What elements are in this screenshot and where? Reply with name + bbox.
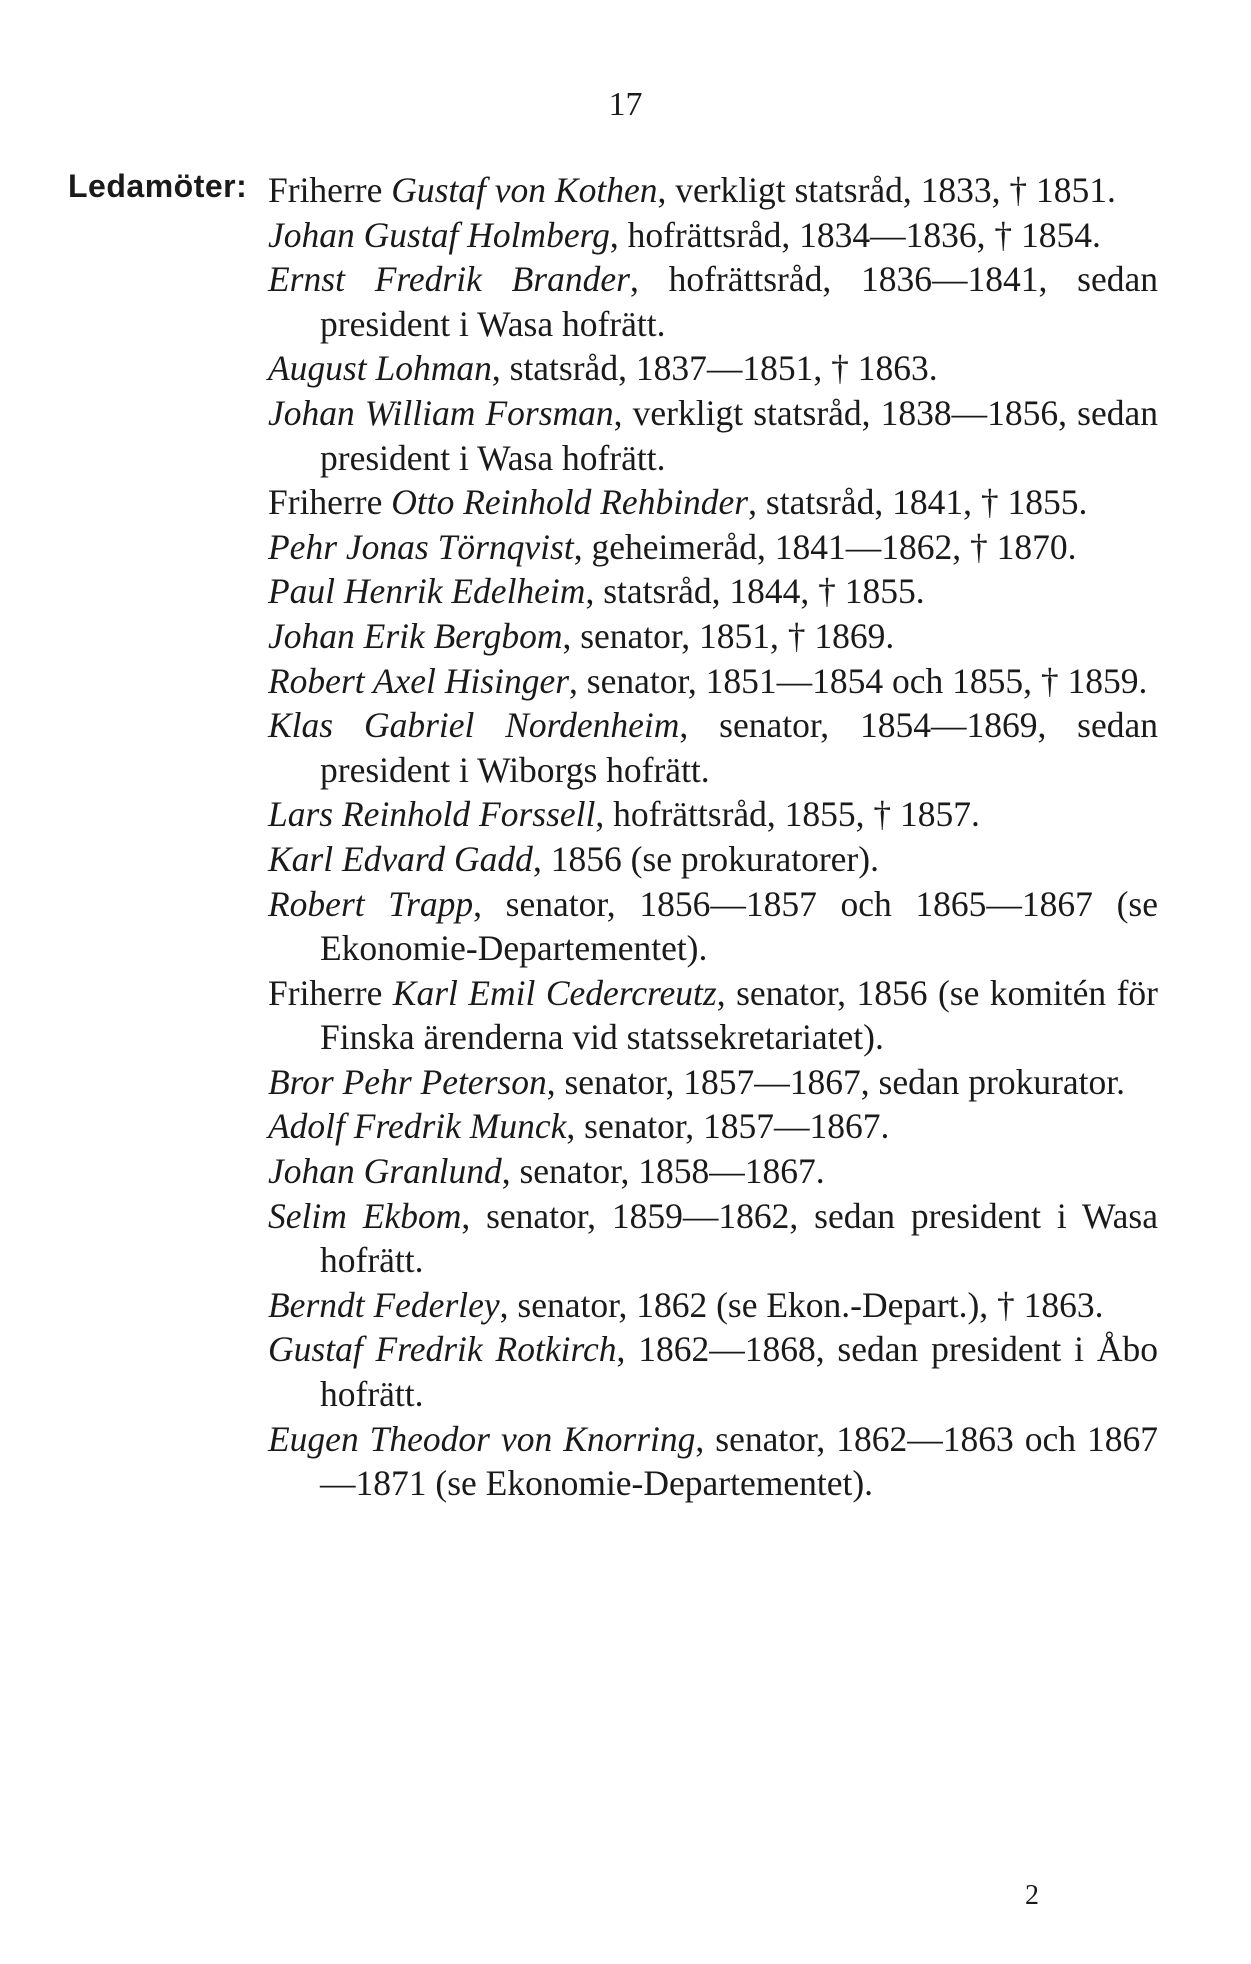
member-name: Johan Erik Bergbom: [268, 615, 563, 656]
list-item: [268, 971, 1158, 1060]
entry-text: , verkligt statsråd, 1838—1856, sedan president i Wasa hofrätt.: [320, 392, 1158, 478]
entry-text: , senator, 1857—1867, sedan prokurator.: [546, 1061, 1125, 1102]
member-name: Karl Edvard Gadd: [268, 838, 533, 879]
member-name: Gustaf Fredrik Rotkirch: [268, 1329, 617, 1370]
member-name: Karl Emil Cedercreutz: [392, 972, 717, 1013]
entry-text: , senator, 1856 (se komitén för Finska ärenderna vid statssekretariatet).: [320, 972, 1158, 1058]
list-item: [268, 1283, 1158, 1328]
list-item: [268, 1149, 1158, 1194]
entry-prefix: Friherre: [268, 170, 392, 210]
entry-text: , verkligt statsråd, 1833, † 1851.: [657, 170, 1116, 210]
member-name: Johan William Forsman: [268, 392, 614, 433]
entry-text: , statsråd, 1837—1851, † 1863.: [491, 348, 938, 389]
entry-text: , senator, 1858—1867.: [501, 1151, 825, 1192]
list-item: [268, 480, 1158, 525]
entry-text: , 1856 (se prokuratorer).: [532, 838, 879, 879]
member-name: Lars Reinhold Forssell: [268, 794, 596, 835]
member-name: Gustaf von Kothen: [391, 170, 658, 210]
member-name: Robert Trapp: [268, 883, 474, 924]
list-item: [268, 882, 1158, 971]
list-item: [268, 703, 1158, 792]
list-item: [268, 1327, 1158, 1416]
signature-mark: 2: [1025, 1880, 1039, 1911]
entry-text: , senator, 1851, † 1869.: [562, 615, 895, 656]
entry-text: , senator, 1851—1854 och 1855, † 1859.: [569, 660, 1148, 701]
member-name: August Lohman: [268, 348, 492, 389]
list-item: [268, 346, 1158, 391]
entry-text: , hofrättsråd, 1836—1841, sedan president i Wasa hofrätt.: [320, 259, 1158, 344]
list-item: [268, 1417, 1158, 1506]
entry-text: , senator, 1856—1857 och 1865—1867 (se Ekonomie-Departementet).: [320, 883, 1158, 969]
member-name: Adolf Fredrik Munck: [268, 1106, 567, 1147]
list-item: [268, 1060, 1158, 1105]
page-number: 17: [608, 86, 643, 123]
member-name: Klas Gabriel Nordenheim: [268, 705, 680, 746]
list-item: [268, 659, 1158, 704]
member-name: Eugen Theodor von Knorring: [268, 1418, 696, 1459]
list-item: [268, 792, 1158, 837]
member-name: Berndt Federley: [268, 1284, 500, 1325]
member-name: Robert Axel Hisinger: [268, 660, 570, 701]
entry-text: , geheimeråd, 1841—1862, † 1870.: [573, 526, 1077, 567]
list-item: [268, 391, 1158, 480]
entry-text: , 1862—1868, sedan president i Åbo hofrätt.: [320, 1329, 1158, 1415]
member-name: Otto Reinhold Rehbinder: [391, 482, 749, 523]
entry-text: , senator, 1857—1867.: [566, 1106, 890, 1147]
entry-text: , statsråd, 1841, † 1855.: [748, 482, 1088, 523]
member-name: Selim Ekbom: [268, 1195, 462, 1236]
member-name: Pehr Jonas Törnqvist: [268, 526, 574, 567]
member-list: [268, 168, 1158, 1506]
list-item: [268, 569, 1158, 614]
list-item: [268, 1194, 1158, 1283]
list-item: [268, 614, 1158, 659]
member-name: Ernst Fredrik Brander: [268, 259, 630, 300]
list-item: [268, 1104, 1158, 1149]
list-item: [268, 213, 1158, 258]
list-item: [268, 168, 1158, 213]
entry-text: , senator, 1862 (se Ekon.-Depart.), † 1863.: [499, 1284, 1104, 1325]
entry-text: , hofrättsråd, 1855, † 1857.: [595, 794, 980, 835]
list-item: [268, 837, 1158, 882]
entry-prefix: Friherre: [268, 482, 392, 523]
member-name: Johan Gustaf Holmberg: [268, 214, 610, 255]
entry-text: , senator, 1862—1863 och 1867—1871 (se Ekonomie-Departementet).: [320, 1418, 1158, 1504]
member-name: Bror Pehr Peterson: [268, 1061, 547, 1102]
entry-text: , hofrättsråd, 1834—1836, † 1854.: [609, 214, 1101, 255]
entry-text: , senator, 1859—1862, sedan president i Wasa hofrätt.: [320, 1195, 1158, 1281]
list-item: [268, 257, 1158, 346]
entry-text: , statsråd, 1844, † 1855.: [585, 571, 925, 612]
list-item: [268, 525, 1158, 570]
entry-text: , senator, 1854—1869, sedan president i Wiborgs hofrätt.: [320, 705, 1158, 790]
member-name: Johan Granlund: [268, 1151, 502, 1192]
section-label: Ledamöter:: [68, 168, 248, 204]
member-name: Paul Henrik Edelheim: [268, 571, 586, 612]
entry-prefix: Friherre: [268, 972, 393, 1013]
